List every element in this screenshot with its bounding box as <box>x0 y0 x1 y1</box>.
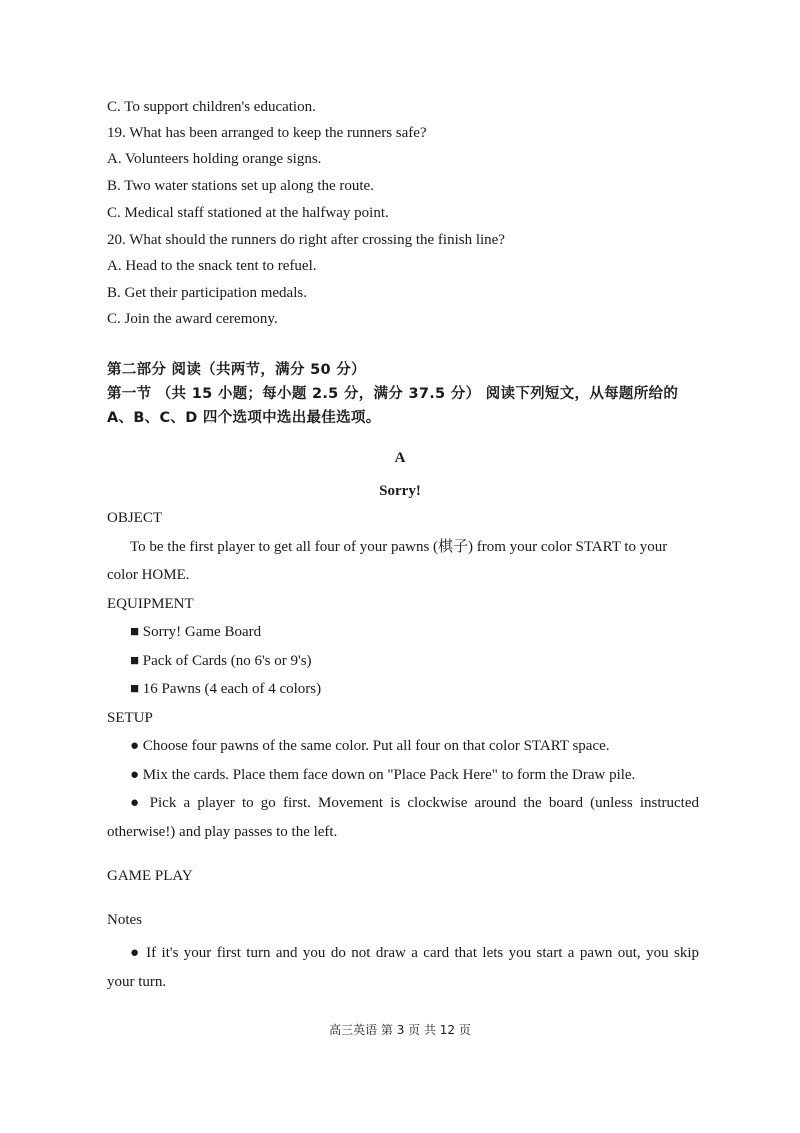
q20-option-b: B. Get their participation medals. <box>107 285 307 301</box>
q20-question: 20. What should the runners do right after crossing the finish line? <box>107 232 505 248</box>
gameplay-heading: GAME PLAY <box>107 868 193 884</box>
equipment-item: ■ Sorry! Game Board <box>130 624 262 640</box>
setup-item-3-line1: ● Pick a player to go first. Movement is clockwise around the board (unless instructed <box>130 795 699 811</box>
q20-option-c: C. Join the award ceremony. <box>107 311 278 327</box>
q19-question: 19. What has been arranged to keep the runners safe? <box>107 125 427 141</box>
equipment-item: ■ 16 Pawns (4 each of 4 colors) <box>130 681 322 697</box>
setup-item-1: ● Choose four pawns of the same color. Put all four on that color START space. <box>130 738 610 754</box>
passage-letter: A <box>394 450 406 466</box>
notes-item-1-line2: your turn. <box>107 974 167 990</box>
equipment-item: ■ Pack of Cards (no 6's or 9's) <box>130 653 312 669</box>
notes-heading: Notes <box>107 912 142 928</box>
q18-option-c: C. To support children's education. <box>107 99 316 115</box>
q20-option-a: A. Head to the snack tent to refuel. <box>107 258 317 274</box>
object-text-line1: To be the first player to get all four of your pawns (棋子) from your color START to your <box>130 539 668 555</box>
object-heading: OBJECT <box>107 510 163 526</box>
section-instruction-line1: 第一节 （共 15 小题；每小题 2.5 分，满分 37.5 分） 阅读下列短文，从每题所给的 <box>107 386 679 402</box>
reading-part-heading: 第二部分 阅读（共两节，满分 50 分） <box>107 362 366 378</box>
setup-item-3-line2: otherwise!) and play passes to the left. <box>107 824 338 840</box>
q19-option-c: C. Medical staff stationed at the halfway point. <box>107 205 389 221</box>
setup-heading: SETUP <box>107 710 153 726</box>
passage-title: Sorry! <box>379 483 421 499</box>
object-text-line2: color HOME. <box>107 567 190 583</box>
q19-option-b: B. Two water stations set up along the route. <box>107 178 374 194</box>
notes-item-1-line1: ● If it's your first turn and you do not draw a card that lets you start a pawn out, you skip <box>130 945 699 961</box>
page-footer: 高三英语 第 3 页 共 12 页 <box>329 1023 471 1037</box>
section-instruction-line2: A、B、C、D 四个选项中选出最佳选项。 <box>107 410 381 426</box>
equipment-heading: EQUIPMENT <box>107 596 194 612</box>
setup-item-2: ● Mix the cards. Place them face down on "Place Pack Here" to form the Draw pile. <box>130 767 636 783</box>
q19-option-a: A. Volunteers holding orange signs. <box>107 151 322 167</box>
